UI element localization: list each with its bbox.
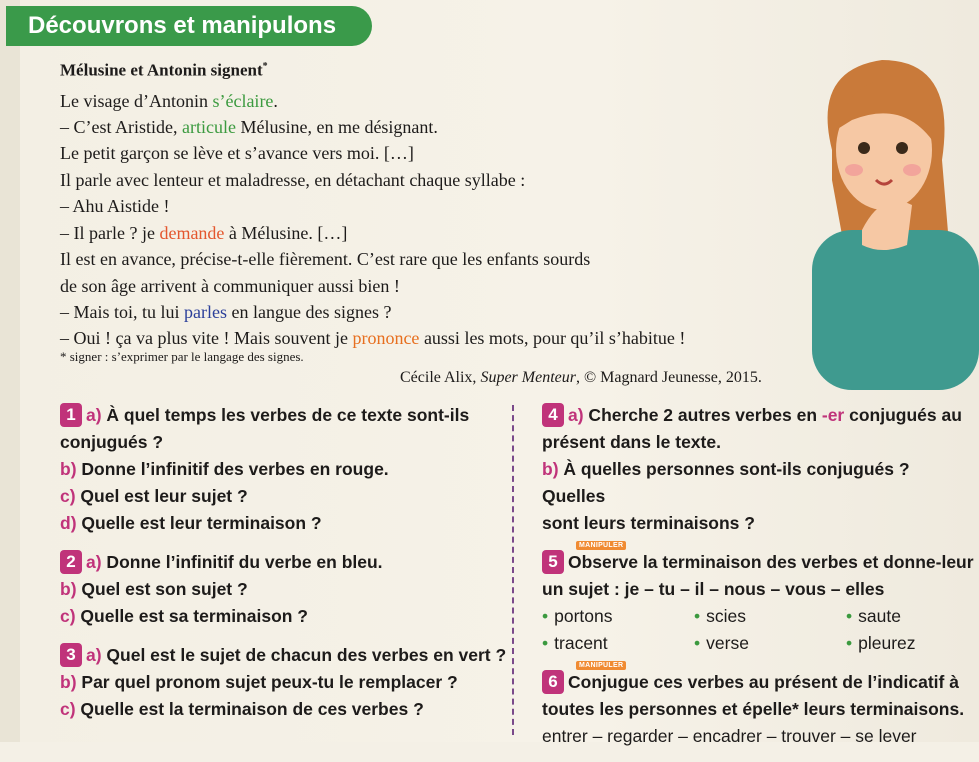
story-text: – Oui ! ça va plus vite ! Mais souvent je (60, 328, 353, 349)
question-2: 2 a) Donne l’infinitif du verbe en bleu. b) Quel est son sujet ? c) Quelle est sa terminaison ? (60, 552, 383, 626)
story-line (60, 193, 820, 219)
highlighted-verb: demande (159, 222, 225, 243)
story-text: Mélusine, en me désignant. (235, 117, 438, 138)
manipuler-tag: MANIPULER (576, 661, 626, 670)
story-text: Le petit garçon se lève et s’avance vers moi. […] (60, 143, 414, 164)
story-text: Il est en avance, précise-t-elle fièrement. C’est rare que les enfants sourds (60, 249, 591, 270)
story-text: – Ahu Aistide ! (60, 196, 170, 217)
story-line (60, 246, 820, 272)
section-header: Découvrons et manipulons (6, 6, 372, 46)
question-4: 4 a) Cherche 2 autres verbes en -er conjugués au présent dans le texte. b) À quelles personnes sont-ils conjugués ? Quelles sont leurs terminaisons ? (542, 405, 962, 533)
story-text: Il parle avec lenteur et maladresse, en détachant chaque syllabe : (60, 169, 526, 190)
story-text: de son âge arrivent à communiquer aussi bien ! (60, 275, 400, 296)
story-text: – Mais toi, tu lui (60, 301, 185, 322)
story-text: – C’est Aristide, (60, 117, 182, 138)
story-excerpt (60, 56, 820, 352)
highlighted-verb: articule (182, 117, 236, 138)
story-title: Mélusine et Antonin signent* (60, 60, 268, 80)
story-line (60, 114, 820, 140)
highlighted-verb: prononce (352, 328, 420, 349)
page-margin (0, 0, 20, 742)
story-text: . (273, 90, 278, 111)
story-text: en langue des signes ? (227, 301, 392, 322)
story-line (60, 88, 820, 114)
girl-signing-illustration (792, 30, 979, 390)
story-text: aussi les mots, pour qu’il s’habitue ! (419, 328, 686, 349)
highlighted-verb: parles (184, 301, 227, 322)
footnote: * signer : s’exprimer par le langage des signes. (60, 349, 304, 364)
verb-list-5: • portons • scies • saute • tracent • verse • pleurez (542, 606, 916, 653)
story-line (60, 167, 820, 193)
story-line (60, 220, 820, 246)
questions-right (542, 402, 974, 762)
story-text: – Il parle ? je (60, 222, 160, 243)
question-3: 3 a) Quel est le sujet de chacun des verbes en vert ? b) Par quel pronom sujet peux-tu le remplacer ? c) Quelle est la terminaison de ces verbes ? (60, 645, 507, 719)
highlighted-verb: s’éclaire (212, 90, 274, 111)
questions-left (60, 402, 510, 735)
story-line (60, 140, 820, 166)
column-divider (512, 405, 514, 735)
story-line (60, 299, 820, 325)
manipuler-tag: MANIPULER (576, 541, 626, 550)
story-lines (60, 88, 820, 352)
question-5: MANIPULER 5 Observe la terminaison des verbes et donne-leur un sujet : je – tu – il – nous – vous – elles • portons • scies • saute • tracent • verse • pleurez (542, 549, 974, 657)
verb-list-6: entrer – regarder – encadrer – trouver – se lever (542, 726, 917, 746)
story-line (60, 273, 820, 299)
story-text: Le visage d’Antonin (60, 90, 213, 111)
question-1: 1 a) À quel temps les verbes de ce texte sont-ils conjugués ? b) Donne l’infinitif des verbes en rouge. c) Quel est leur sujet ? d) Quelle est leur terminaison ? (60, 405, 470, 533)
question-6: MANIPULER 6 Conjugue ces verbes au présent de l’indicatif à toutes les personnes et épelle* leurs terminaisons. entrer – regarder – encadrer – trouver – se lever (542, 669, 974, 750)
story-line (60, 325, 820, 351)
source-credit: Cécile Alix, Super Menteur, © Magnard Jeunesse, 2015. (400, 369, 762, 386)
story-text: à Mélusine. […] (224, 222, 348, 243)
